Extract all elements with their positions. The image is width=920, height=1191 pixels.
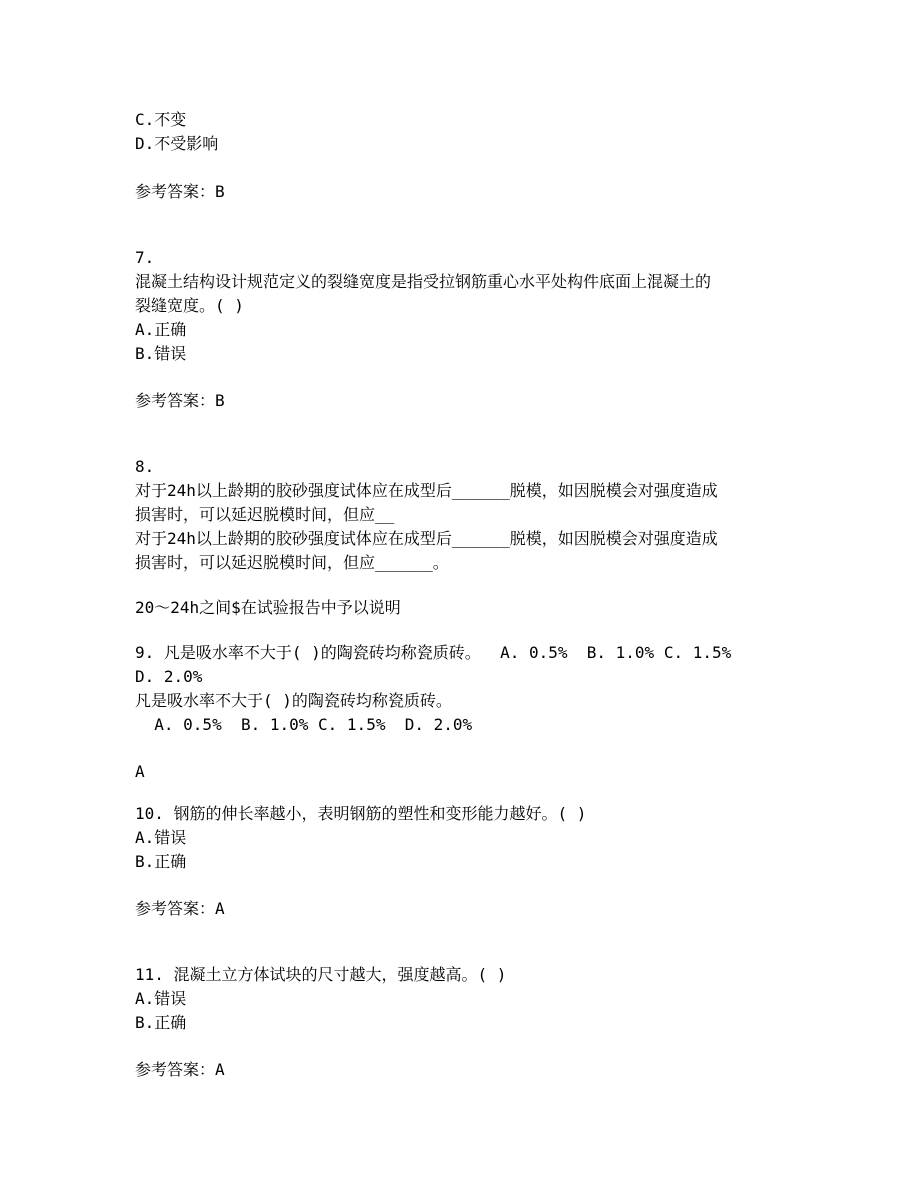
- question-text-7-line1: 混凝土结构设计规范定义的裂缝宽度是指受拉钢筋重心水平处构件底面上混凝土的: [135, 272, 712, 291]
- question-text-8-line4: 损害时，可以延迟脱模时间，但应______。: [135, 553, 449, 572]
- answer-q6: 参考答案：B: [135, 182, 225, 201]
- question-text-9-line4: A. 0.5% B. 1.0% C. 1.5% D. 2.0%: [135, 715, 473, 734]
- question-text-11: 11. 混凝土立方体试块的尺寸越大，强度越高。( ): [135, 965, 507, 984]
- question-number-8: 8.: [135, 457, 155, 476]
- option-b-q11: B.正确: [135, 1013, 187, 1032]
- question-text-8-line1: 对于24h以上龄期的胶砂强度试体应在成型后______脱模，如因脱模会对强度造成: [135, 481, 718, 500]
- option-c-q6: C.不变: [135, 110, 187, 129]
- answer-q7: 参考答案：B: [135, 391, 225, 410]
- question-text-8-line3: 对于24h以上龄期的胶砂强度试体应在成型后______脱模，如因脱模会对强度造成: [135, 529, 718, 548]
- answer-q9: A: [135, 762, 145, 781]
- option-b-q10: B.正确: [135, 852, 187, 871]
- option-d-q6: D.不受影响: [135, 134, 219, 153]
- question-text-9-line2: D. 2.0%: [135, 667, 203, 686]
- question-text-8-line2: 损害时，可以延迟脱模时间，但应__: [135, 505, 395, 524]
- answer-q11: 参考答案：A: [135, 1060, 225, 1079]
- option-a-q7: A.正确: [135, 320, 187, 339]
- question-text-9-line1: 9. 凡是吸水率不大于( )的陶瓷砖均称瓷质砖。 A. 0.5% B. 1.0% C. 1.5%: [135, 643, 732, 662]
- question-text-7-line2: 裂缝宽度。( ): [135, 296, 244, 315]
- question-text-10: 10. 钢筋的伸长率越小，表明钢筋的塑性和变形能力越好。( ): [135, 804, 587, 823]
- option-b-q7: B.错误: [135, 344, 187, 363]
- question-number-7: 7.: [135, 248, 155, 267]
- answer-q10: 参考答案：A: [135, 899, 225, 918]
- question-text-9-line3: 凡是吸水率不大于( )的陶瓷砖均称瓷质砖。: [135, 691, 452, 710]
- answer-q8: 20～24h之间$在试验报告中予以说明: [135, 598, 401, 617]
- option-a-q10: A.错误: [135, 828, 187, 847]
- option-a-q11: A.错误: [135, 989, 187, 1008]
